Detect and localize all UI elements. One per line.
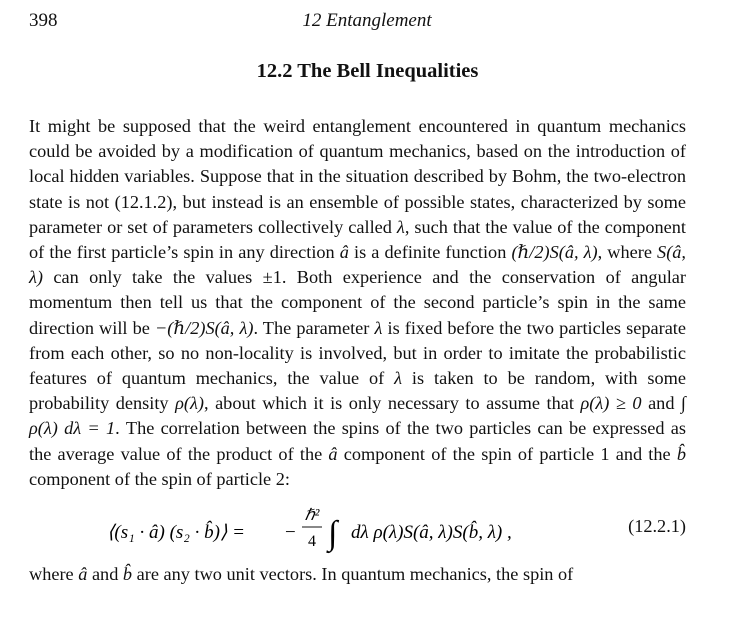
text-run: , about which it is only necessary to assume that: [203, 393, 581, 414]
text-run: is taken to be random, with some probability density: [29, 368, 686, 414]
math-unit-vector-a: â: [328, 443, 338, 464]
page-number: 398: [29, 10, 58, 31]
equation-number: (12.2.1): [628, 516, 686, 537]
math-plus-minus-one: ±1: [262, 267, 282, 288]
text-run: and: [641, 393, 681, 414]
text-run: . The parameter: [253, 317, 375, 338]
running-head: [29, 10, 705, 36]
text-run: . The correlation between the spins of the two particles can be expressed as the average value of the product of the: [29, 418, 686, 464]
text-run: It might be supposed that the weird entanglement encountered in quantum mechanics could be avoided by a modification of quantum mechanics, based on the introduction of local hidden variables. Suppose that in the situation described by Bohm, the two-electron state is not (12.1.2), but instead is an ensemble of possible states, characterized by some parameter or set of parameters collectively called: [29, 116, 686, 237]
text-run: is a definite function: [348, 242, 512, 263]
math-lambda: λ: [374, 317, 383, 338]
body-text: [29, 114, 686, 587]
math-normalization: ∫ ρ(λ) dλ = 1: [29, 393, 687, 439]
equation-fraction-denominator: 4: [308, 533, 316, 551]
math-S-function: S(â, λ): [29, 242, 686, 288]
math-unit-vector-b: b̂: [676, 443, 686, 464]
math-rho: ρ(λ): [175, 393, 204, 414]
math-negative-spin: −(ℏ/2)S(â, λ): [154, 317, 254, 338]
equation-12-2-1: [29, 496, 686, 558]
math-unit-vector-a: â: [78, 564, 88, 585]
math-unit-vector-b: b̂: [122, 564, 133, 585]
text-run: , such that the value of the component of the first particle’s spin in any direction: [29, 216, 686, 263]
math-lambda: λ: [396, 216, 405, 237]
section-title: 12.2 The Bell Inequalities: [256, 60, 479, 82]
chapter-title: 12 Entanglement: [302, 10, 432, 31]
math-unit-vector-a: â: [339, 242, 349, 263]
text-run: . Both experience and the conservation of angular momentum then tell us that the component of the second particle’s spin in the same direction will be: [29, 267, 686, 338]
equation-fraction-numerator: ℏ²: [304, 507, 320, 525]
equation-lhs: ⟨(s₁ · â) (s₂ · b̂)⟩ =: [107, 522, 245, 544]
equation-minus-sign: −: [285, 522, 296, 544]
text-run: can only take the values: [43, 267, 263, 288]
text-run: component of the spin of particle 2:: [29, 468, 290, 489]
math-rho-nonnegative: ρ(λ) ≥ 0: [580, 393, 642, 414]
text-run: , where: [597, 242, 658, 263]
text-run: is fixed before the two particles separate from each other, so no non-locality is involved, but in order to imitate the probabilistic features of quantum mechanics, the value of: [29, 317, 686, 389]
equation-body: [29, 496, 589, 558]
text-run: component of the spin of particle 1 and the: [337, 443, 677, 464]
paragraph: [29, 562, 686, 587]
math-spin-function: (ℏ/2)S(â, λ): [511, 242, 598, 263]
math-lambda: λ: [394, 368, 403, 389]
text-run: where: [29, 564, 79, 585]
text-run: and: [87, 564, 123, 585]
equation-rhs: dλ ρ(λ)S(â, λ)S(b̂, λ) ,: [351, 522, 512, 544]
equation-integral-sign: ∫: [328, 515, 338, 553]
paragraph: [29, 114, 686, 492]
text-run: are any two unit vectors. In quantum mechanics, the spin of: [132, 564, 574, 585]
